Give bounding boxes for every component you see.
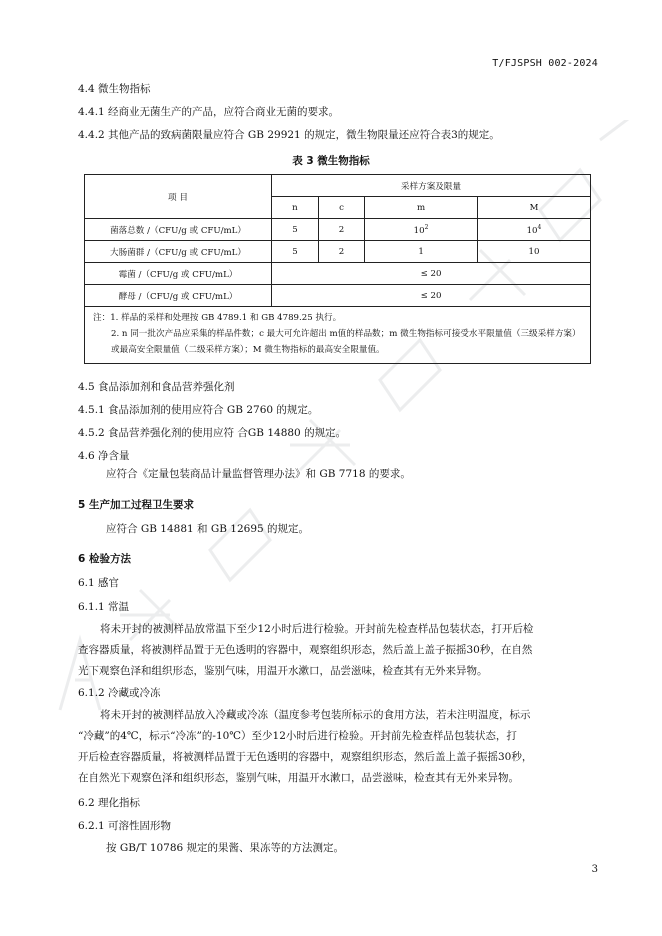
table-row xyxy=(85,285,591,307)
paragraph-6-1-2-line: 将未开封的被测样品放入冷藏或冷冻（温度参考包装所标示的食用方法，若未注明温度，标示 xyxy=(100,709,531,721)
row-limit: ≤ 20 xyxy=(272,285,591,307)
section-4-4-1: 4.4.1 经商业无菌生产的产品，应符合商业无菌的要求。 xyxy=(78,106,340,118)
section-4-4-title: 4.4 微生物指标 xyxy=(78,83,151,95)
row-c: 2 xyxy=(318,219,364,241)
section-4-5-title: 4.5 食品添加剂和食品营养强化剂 xyxy=(78,381,235,393)
paragraph-6-1-2-line: 开后检查容器质量，将被测样品置于无色透明的容器中，观察组织形态，然后盖上盖子振摇30秒， xyxy=(78,751,533,763)
paragraph-6-1-1-line: 光下观察色泽和组织形态，鉴别气味，用温开水漱口，品尝滋味，检查其有无外来异物。 xyxy=(78,665,488,677)
table-subheader-n: n xyxy=(272,197,319,219)
section-4-4-2: 4.4.2 其他产品的致病菌限量应符合 GB 29921 的规定，微生物限量还应符合表3的规定。 xyxy=(78,129,500,141)
row-item: 霉菌 /（CFU/g 或 CFU/mL） xyxy=(85,263,272,285)
row-M: 10 xyxy=(477,241,590,263)
document-code: T/FJSPSH 002-2024 xyxy=(492,58,598,69)
section-6-1-2: 6.1.2 冷藏或冷冻 xyxy=(78,687,161,699)
row-item: 菌落总数 /（CFU/g 或 CFU/mL） xyxy=(85,219,272,241)
table-row xyxy=(85,263,591,285)
section-6-title: 6 检验方法 xyxy=(78,553,131,565)
row-m: $10^2$ xyxy=(365,219,478,241)
section-4-5-2: 4.5.2 食品营养强化剂的使用应符 合GB 14880 的规定。 xyxy=(78,427,347,439)
section-6-2-1: 6.2.1 可溶性固形物 xyxy=(78,820,172,832)
table-subheader-M: M xyxy=(477,197,590,219)
microbial-table xyxy=(84,174,591,364)
paragraph-6-1-1-line: 查容器质量，将被测样品置于无色透明的容器中，观察组织形态，然后盖上盖子振摇30秒，在自然 xyxy=(78,644,533,656)
row-item: 酵母 /（CFU/g 或 CFU/mL） xyxy=(85,285,272,307)
table-note-2: 2. n 同一批次产品应采集的样品件数；c 最大可允许超出 m值的样品数；m 微生物指标可接受水平限量值（三级采样方案）或最高安全限量值（二级采样方案）；M 微生物指标的最高安全限量值。 xyxy=(111,329,581,355)
section-6-1-1: 6.1.1 常温 xyxy=(78,601,130,613)
section-4-6-body: 应符合《定量包装商品计量监督管理办法》和 GB 7718 的要求。 xyxy=(106,468,411,480)
section-6-2: 6.2 理化指标 xyxy=(78,797,141,809)
table-header-group: 采样方案及限量 xyxy=(272,175,591,197)
row-c: 2 xyxy=(318,241,364,263)
section-5-body: 应符合 GB 14881 和 GB 12695 的规定。 xyxy=(106,523,310,535)
paragraph-6-1-1-line: 将未开封的被测样品放常温下至少12小时后进行检验。开封前先检查样品包装状态，打开后检 xyxy=(100,623,534,635)
table-title: 表 3 微生物指标 xyxy=(292,155,370,167)
row-m: 1 xyxy=(365,241,478,263)
section-4-6-title: 4.6 净含量 xyxy=(78,450,130,462)
row-item: 大肠菌群 /（CFU/g 或 CFU/mL） xyxy=(85,241,272,263)
section-5-title: 5 生产加工过程卫生要求 xyxy=(78,499,194,511)
row-n: 5 xyxy=(272,241,319,263)
table-subheader-c: c xyxy=(318,197,364,219)
table-note-1: 注：1. 样品的采样和处理按 GB 4789.1 和 GB 4789.25 执行。 xyxy=(93,313,342,323)
row-limit: ≤ 20 xyxy=(272,263,591,285)
page-number: 3 xyxy=(591,864,598,875)
section-4-5-1: 4.5.1 食品添加剂的使用应符合 GB 2760 的规定。 xyxy=(78,404,319,416)
table-row xyxy=(85,219,591,241)
paragraph-6-1-2-line: “冷藏”的4℃，标示“冷冻”的-10℃）至少12小时后进行检验。开封前先检查样品包装状态，打 xyxy=(78,730,517,742)
section-6-1: 6.1 感官 xyxy=(78,577,120,589)
table-notes xyxy=(85,307,591,364)
paragraph-6-1-2-line: 在自然光下观察色泽和组织形态，鉴别气味，用温开水漱口，品尝滋味，检查其有无外来异物。 xyxy=(78,772,519,784)
table-subheader-m: m xyxy=(365,197,478,219)
table-header-item: 项 目 xyxy=(85,175,272,219)
table-row xyxy=(85,241,591,263)
row-n: 5 xyxy=(272,219,319,241)
row-M: $10^4$ xyxy=(477,219,590,241)
section-6-2-1-body: 按 GB/T 10786 规定的果酱、果冻等的方法测定。 xyxy=(106,842,345,854)
